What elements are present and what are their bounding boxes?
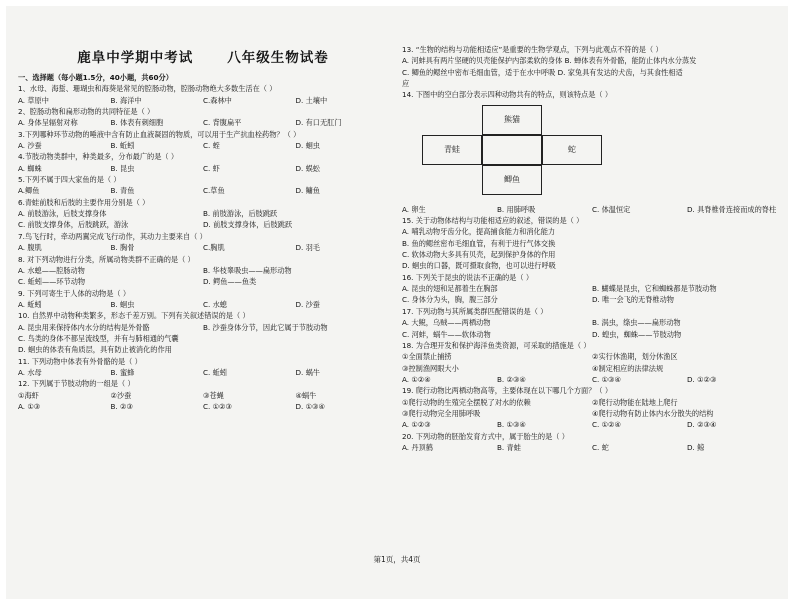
question-line: 7.鸟飞行时，牵动两翼完成飞行动作，其动力主要来自（ ）	[18, 231, 207, 241]
option[interactable]: C. ①②③	[203, 401, 232, 411]
question-line: 9. 下列可寄生于人体的动物是（ ）	[18, 288, 131, 298]
option[interactable]: A. 丹顶鹤	[402, 442, 433, 452]
exam-title	[18, 44, 388, 72]
option[interactable]: A. 蚯蚓	[18, 299, 42, 309]
option[interactable]: D. 沙蚕	[295, 299, 320, 309]
option[interactable]: D. 前肢支撑身体，后肢跳跃	[203, 220, 293, 230]
option-row	[18, 265, 388, 276]
question-line: C. 鲫鱼的鳃丝中密布毛细血管，适于在水中呼吸 D. 家兔具有发达的犬齿，与其食性相适	[402, 67, 683, 77]
option-row	[402, 294, 782, 305]
question-line: 3.下列哪种环节动物的唾液中含有防止血液凝固的物质，可以用于生产抗血栓药物？（ ）	[18, 129, 301, 139]
question-line: 2、腔肠动物和扁形动物的共同特征是（ ）	[18, 107, 155, 117]
option[interactable]: A. ①②④	[402, 374, 431, 384]
option-row	[402, 374, 782, 385]
question-line: 4.节肢动物类群中，种类最多，分布最广的是（ ）	[18, 152, 179, 162]
option[interactable]: A. 草原中	[18, 95, 49, 105]
option[interactable]: C. 蚯蚓	[203, 367, 227, 377]
title-subject: 八年级生物试卷	[227, 50, 329, 66]
option[interactable]: A. 昆虫用来保持体内水分的结构是外骨骼	[18, 322, 150, 332]
option-row	[18, 140, 388, 151]
question-line: 5.下列不属于四大家鱼的是（ ）	[18, 175, 121, 185]
option[interactable]: A. 前肢游泳，后肢支撑身体	[18, 209, 107, 219]
option[interactable]: A.鲫鱼	[18, 186, 40, 196]
option[interactable]: ③控制渔网眼大小	[402, 363, 459, 373]
option[interactable]: ②沙蚕	[110, 390, 132, 400]
question-line: 1、水母、海蜇、珊瑚虫和海葵是常见的腔肠动物，腔肠动物绝大多数生活在（ ）	[18, 84, 277, 94]
option[interactable]: D. ②③④	[687, 420, 717, 430]
question-line: 16. 下列关于昆虫的说法不正确的是（ ）	[402, 272, 534, 282]
option[interactable]: A. 身体呈辐射对称	[18, 118, 78, 128]
question-line: 10. 自然界中动物种类繁多，形态千差万别。下列有关叙述错误的是（ ）	[18, 311, 250, 321]
question-line: 20. 下列动物的胚胎发育方式中，属于胎生的是（ ）	[402, 431, 569, 441]
title-school: 鹿阜中学期中考试	[77, 50, 194, 66]
option[interactable]: ④制定相应的法律法规	[592, 363, 664, 373]
option[interactable]: ③爬行动物完全用肺呼吸	[402, 408, 481, 418]
option[interactable]: B. 蝴蝶是昆虫，它和蜘蛛都是节肢动物	[592, 284, 717, 294]
option[interactable]: ①爬行动物的生殖完全摆脱了对水的依赖	[402, 397, 531, 407]
option-row	[402, 351, 782, 362]
option-row	[18, 185, 388, 196]
option[interactable]: A. ①③	[18, 401, 41, 411]
option[interactable]: D. ①②③	[687, 374, 717, 384]
option[interactable]: C. 背腹扁平	[203, 118, 242, 128]
question-line: 17. 下列动物与其所属类群匹配错误的是（ ）	[402, 306, 548, 316]
option[interactable]: D. 蝗虫，蜘蛛——节肢动物	[592, 329, 682, 339]
option-row	[18, 117, 388, 128]
option[interactable]: D. 鳄鱼——鱼类	[203, 277, 257, 287]
option[interactable]: B. 青鱼	[110, 186, 135, 196]
option[interactable]: D. 有口无肛门	[295, 118, 342, 128]
question-line: 14. 下图中的空白部分表示四种动物共有的特点，则该特点是（ ）	[402, 90, 613, 100]
option[interactable]: B. 体表有刺细胞	[110, 118, 164, 128]
option[interactable]: A. 蜘蛛	[18, 163, 42, 173]
question-line: A. 哺乳动物牙齿分化，提高捕食能力和消化能力	[402, 227, 556, 237]
option[interactable]: D. 蜗牛	[295, 367, 320, 377]
option[interactable]: A. 大鲵，乌贼——两栖动物	[402, 318, 491, 328]
option[interactable]: C. 身体分为头，胸，腹三部分	[402, 295, 498, 305]
option[interactable]: B. 青蛙	[497, 442, 521, 452]
grid-cell-top: 熊猫	[482, 105, 542, 135]
page-footer: 第1页，共4页	[373, 555, 421, 564]
grid-cell-left: 青蛙	[422, 135, 482, 165]
option-row	[402, 283, 782, 294]
question-line: 19. 爬行动物比两栖动物高等，主要体现在以下哪几个方面？（ ）	[402, 386, 613, 396]
option[interactable]: C. 水螅	[203, 299, 227, 309]
option[interactable]: C.草鱼	[203, 186, 225, 196]
question-line: C. 软体动物大多具有贝壳，起到保护身体的作用	[402, 250, 556, 260]
option[interactable]: D. ①③④	[295, 401, 325, 411]
option-row	[18, 276, 388, 287]
question-line: 11. 下列动物中体表有外骨骼的是（ ）	[18, 356, 142, 366]
option[interactable]: ②爬行动物能在陆地上爬行	[592, 397, 678, 407]
question-line: D. 蛔虫的口器，既可摄取食物，也可以进行呼吸	[402, 261, 556, 271]
option-row	[18, 208, 388, 219]
option[interactable]: C. ①②④	[592, 420, 621, 430]
option[interactable]: D. 鳙鱼	[295, 186, 320, 196]
option[interactable]: ①海虾	[18, 390, 39, 400]
option[interactable]: C. 蛭	[203, 141, 220, 151]
option-row	[18, 367, 388, 378]
option[interactable]: A. 水母	[18, 367, 42, 377]
question-line: D. 蛔虫的体表有角质层，具有防止被消化的作用	[18, 345, 172, 355]
question-line: 应	[402, 79, 410, 89]
option-row	[18, 219, 388, 230]
question-line: 12. 下列属于节肢动物的一组是（ ）	[18, 379, 135, 389]
option[interactable]: D. 具脊椎骨连接而成的脊柱	[687, 204, 777, 214]
question-line: B. 鱼的鳃丝密布毛细血管，有利于进行气体交换	[402, 238, 556, 248]
section-heading: 一、选择题（每小题1.5分，40小题，共60分）	[18, 73, 173, 82]
option[interactable]: B. 昆虫	[110, 163, 135, 173]
question-line: 6.青蛙前肢和后肢的主要作用分别是（ ）	[18, 197, 150, 207]
option-row	[402, 317, 782, 328]
option-row	[402, 408, 782, 419]
option[interactable]: ④爬行动物有防止体内水分散失的结构	[592, 408, 714, 418]
option-row	[18, 390, 388, 401]
option[interactable]: D. 土壤中	[295, 95, 328, 105]
option[interactable]: C. 体温恒定	[592, 204, 631, 214]
option[interactable]: C. 蚯蚓——环节动物	[18, 277, 86, 287]
option[interactable]: ②实行休渔期，划分休渔区	[592, 352, 678, 362]
option[interactable]: C. 虾	[203, 163, 220, 173]
option-row	[18, 322, 388, 333]
option[interactable]: B. ①③④	[497, 420, 526, 430]
option[interactable]: D. 唯一会飞的无脊椎动物	[592, 295, 674, 305]
option[interactable]: B. 华枝睾吸虫——扁形动物	[203, 265, 292, 275]
left-questions	[18, 83, 388, 412]
grid-cell-center	[482, 135, 542, 165]
option[interactable]: C. 蛇	[592, 442, 609, 452]
option-row	[402, 397, 782, 408]
option-row	[402, 329, 782, 340]
question-line: 18. 为合理开发和保护海洋鱼类资源，可采取的措施是（ ）	[402, 340, 591, 350]
option[interactable]: C.胸肌	[203, 243, 225, 253]
option[interactable]: ④蜗牛	[295, 390, 317, 400]
grid-cell-bottom: 鲫鱼	[482, 165, 542, 195]
option-row	[402, 204, 782, 215]
option[interactable]: D. 蜈蚣	[295, 163, 320, 173]
option[interactable]: A. 昆虫的翅和足都着生在胸部	[402, 284, 498, 294]
option-row	[18, 95, 388, 106]
grid-cell-right: 蛇	[542, 135, 602, 165]
exam-page	[6, 6, 788, 599]
option[interactable]: A. 腹肌	[18, 243, 42, 253]
option[interactable]: B. 胸骨	[110, 243, 135, 253]
option[interactable]: C.森林中	[203, 95, 232, 105]
option[interactable]: A. 沙蚕	[18, 141, 42, 151]
question-line: 15. 关于动物体结构与功能相适应的叙述，错误的是（ ）	[402, 216, 584, 226]
right-column	[402, 44, 782, 453]
question-line: C. 鸟类的身体不都呈流线型，并有与肺相通的气囊	[18, 333, 179, 343]
option-row	[18, 163, 388, 174]
option[interactable]: B. 蚯蚓	[110, 141, 135, 151]
option[interactable]: B. 沙蚕身体分节，因此它属于节肢动物	[203, 322, 328, 332]
option[interactable]: B. ②③④	[497, 374, 526, 384]
option[interactable]: C. ①③④	[592, 374, 621, 384]
option[interactable]: B. 蜜蜂	[110, 367, 135, 377]
option[interactable]: A. 水螅——腔肠动物	[18, 265, 85, 275]
option[interactable]: B. 用肺呼吸	[497, 204, 536, 214]
option[interactable]: B. ②③	[110, 401, 133, 411]
option[interactable]: ①全面禁止捕捞	[402, 352, 452, 362]
option-row	[18, 299, 388, 310]
option[interactable]: B. 涡虫，绦虫——扁形动物	[592, 318, 681, 328]
option[interactable]: ③苍蝇	[203, 390, 224, 400]
option-row	[402, 363, 782, 374]
option-row	[18, 401, 388, 412]
question-line: 8. 对下列动物进行分类，所属动物类群不正确的是（ ）	[18, 254, 195, 264]
option-row	[18, 242, 388, 253]
option[interactable]: C. 前肢支撑身体，后肢跳跃，游泳	[18, 220, 129, 230]
option[interactable]: D. 蛔虫	[295, 141, 320, 151]
option-row	[402, 419, 782, 430]
right-questions	[402, 44, 782, 453]
option[interactable]: B. 海洋中	[110, 95, 142, 105]
option[interactable]: A. 卵生	[402, 204, 426, 214]
venn-grid-diagram	[402, 101, 782, 204]
option[interactable]: B. 前肢游泳，后肢跳跃	[203, 209, 278, 219]
option[interactable]: B. 蛔虫	[110, 299, 135, 309]
left-column	[18, 6, 388, 412]
question-line: A. 河蚌具有两片坚硬的贝壳能保护内部柔软的身体 B. 蝉体表有外骨骼，能防止体内水分蒸发	[402, 56, 697, 66]
question-line: 13. “生物的结构与功能相适应”是重要的生物学观点，下列与此观点不符的是（ ）	[402, 45, 663, 54]
option-row	[402, 442, 782, 453]
option[interactable]: D. 羽毛	[295, 243, 320, 253]
option[interactable]: D. 鲸	[687, 442, 705, 452]
option[interactable]: C. 河蚌，蜗牛——软体动物	[402, 329, 491, 339]
option[interactable]: A. ①②③	[402, 420, 431, 430]
